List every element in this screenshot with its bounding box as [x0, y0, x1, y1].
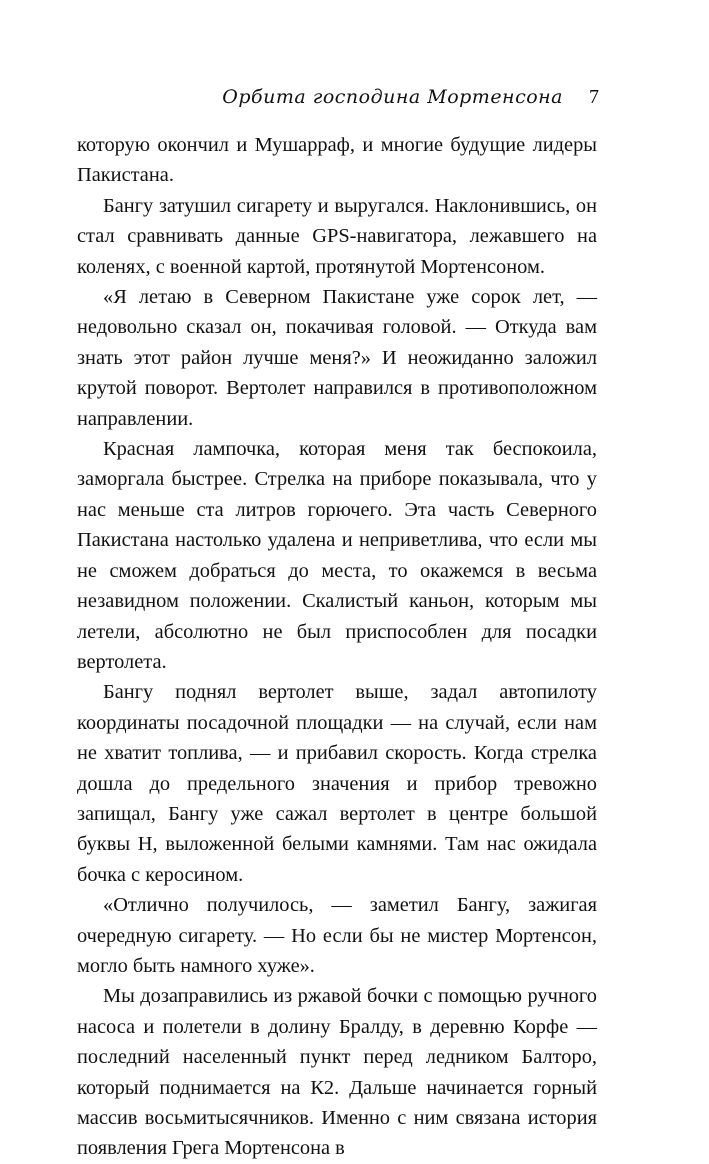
paragraph: «Отлично получилось, — заметил Бангу, зажигая очередную сигарету. — Но если бы не мистер Мортенсон, могло быть намного хуже». — [77, 894, 597, 977]
paragraph: Бангу затушил сигарету и выругался. Наклонившись, он стал сравнивать данные GPS-навигатора, лежавшего на коленях, с военной картой, протянутой Мортенсоном. — [77, 194, 597, 278]
paragraph: Мы дозаправились из ржавой бочки с помощью ручного насоса и полетели в долину Бралду, в деревню Корфе — последний населенный пункт перед ледником Балторо, который поднимается на К2. Дальше начинается горный массив восьмитысячников. Именно с ним связана история появления Грега Мортенсона в — [77, 985, 597, 1160]
paragraph: Красная лампочка, которая меня так беспокоила, заморгала быстрее. Стрелка на приборе показывала, что у нас меньше ста литров горючего. Эта часть Северного Пакистана настолько удалена и неприветлива, что если мы не сможем добраться до места, то окажемся в весьма незавидном положении. Скалистый каньон, которым мы летели, абсолютно не был приспособлен для посадки вертолета. — [77, 438, 597, 673]
paragraph: «Я летаю в Северном Пакистане уже сорок лет, — недовольно сказал он, покачивая головой. — Откуда вам знать этот район лучше меня?» И неожиданно заложил крутой поворот. Вертолет направился в противоположном направлении. — [77, 286, 597, 430]
paragraph: которую окончил и Мушарраф, и многие будущие лидеры Пакистана. — [77, 134, 597, 187]
paragraph: Бангу поднял вертолет выше, задал автопилоту координаты посадочной площадки — на случай, если нам не хватит топлива, — и прибавил скорость. Когда стрелка дошла до предельного значения и прибор тревожно запищал, Бангу уже сажал вертолет в центре большой буквы Н, выложенной белыми камнями. Там нас ожидала бочка с керосином. — [77, 681, 597, 886]
page-header — [222, 86, 599, 109]
running-title: Орбита господина Мортенсона — [222, 86, 563, 108]
body-text — [77, 130, 597, 1164]
page-number: 7 — [589, 86, 599, 108]
